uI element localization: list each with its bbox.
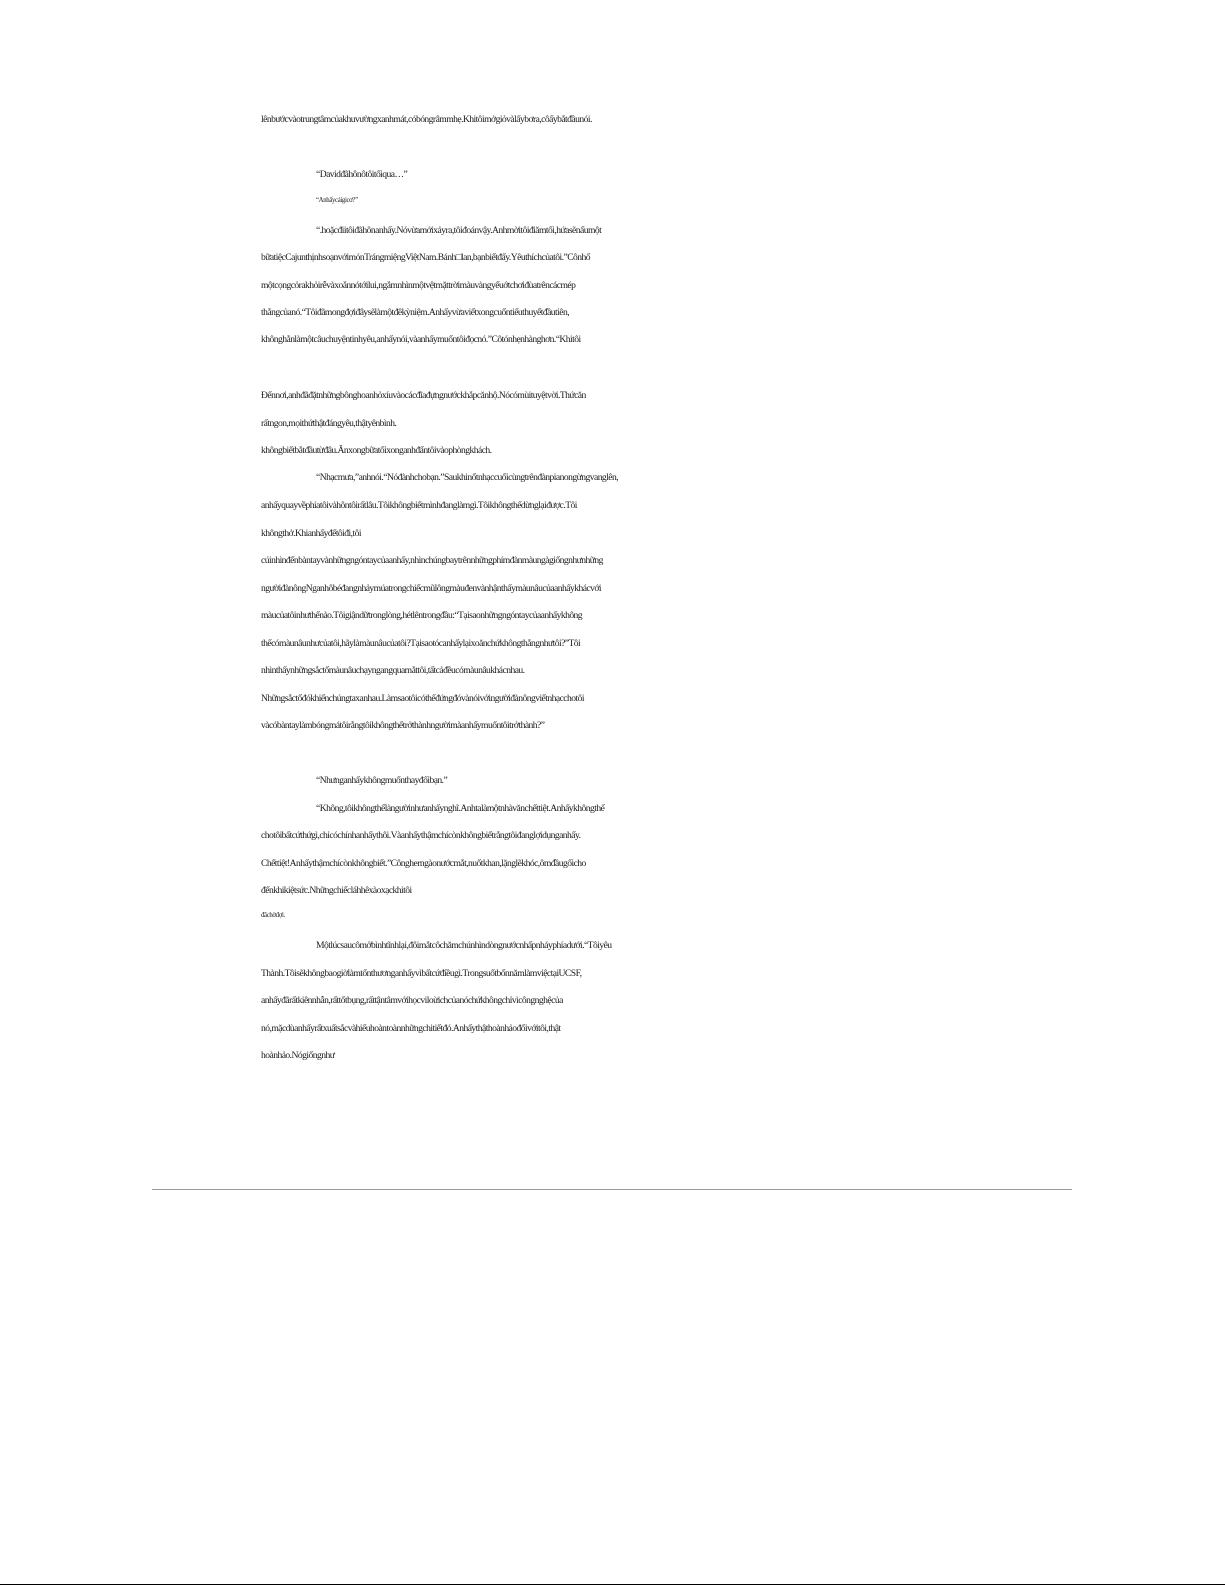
text-line: bữatiệcCajunthịnhsoạnvớimónTrángmiệngViệtNam.Bánh□lan,bạnbiếtđấy.Yêuthíchcủatôi.”Cônhổ bbox=[261, 252, 591, 263]
text-line: khônghẳnlàmộtcâuchuyệntinhyêu,anhấynói,vàanhấymuốntôiđọcnó.”Côtónhẹnhànghơn.“Khitôi bbox=[261, 334, 581, 345]
text-line: Đếnnơi,anhđãđặtnhữngbônghoanhỏxíuvàocácđĩađựngnướckhắpcănhộ.Nócómùituyệtvời.Thứcăn bbox=[261, 390, 586, 401]
text-line: “Anhấycảigicơ?” bbox=[316, 197, 358, 204]
text-line: Thành.Tôisẽkhôngbaogiờlàmtổnthươnganhấyvìbấtcứđiềugì.TrongsuốtbốnnămlàmviệctạiUCSF, bbox=[261, 968, 582, 979]
text-line: lênbướcvàotrungtâmcủakhuvườngxanhmát,cóbóngrâmmhẹ.Khitôimởgiỏvàlấybơra,côấybắtđầunói. bbox=[261, 114, 592, 125]
text-line: khôngbiếtbắtđầutừđâu.Ănxongbữatốixonganhđẩntôivàophòngkhách. bbox=[261, 445, 492, 456]
text-line: nhìnthấynhữngsắctốmàunâuchạyngangquamắttôi,tấtcảđềucómàunâukhácnhau. bbox=[261, 665, 525, 676]
text-line: mộtcọngcỏrakhỏirễvàxoắnnótớilui,ngắmnhìnmộtvệtmặttrờimàuvàngyếuớtchơiđùatrêncácmép bbox=[261, 280, 576, 291]
text-line: khôngthở.Khianhấyđểtôiđi,tôi bbox=[261, 528, 361, 539]
text-line: Chếttiệt!Anhấythậmchícònkhôngbiết.”Côngherngàonướcmắt,nuốtkhan,lặnglẽkhóc,ômđầugốicho bbox=[261, 858, 586, 869]
text-line: “Nhạcmưa,”anhnói.“Nóđànhchobạn.”Saukhinốtnhạccuốicùngtrênđànpianongừngvanglên, bbox=[316, 472, 619, 483]
text-line: thẳngcủanó.“Tôiđãmongđợiđâysẽlàmộtđêkỳniệm.Anhấyvừaviếtxongcuốntiểuthuyếtđầutiên, bbox=[261, 307, 570, 318]
text-line: hoànhảo.Nógiốngnhư bbox=[261, 1050, 335, 1061]
text-line: anhấyquayvềphíatôivàhôntôirấtlâu.Tôikhôngbiếtmìnhđanglàmgì.Tôikhôngthểdừnglạiđược.Tôi bbox=[261, 500, 577, 511]
text-line: rấtngon,mọithứthậtđángyêu,thậtyênbình. bbox=[261, 418, 397, 429]
text-line: Nhữngsắctốđókhiếnchúngtaxanhau.Làmsaotôicóthểđứngđóvànóivớingườiđànôngviếtnhạcchotôi bbox=[261, 693, 584, 704]
text-line: đãchờđợi. bbox=[261, 912, 285, 919]
text-line: nó,mặcdùanhấyrấtxuấtsắcvàhiểuhoàntoànnhữngchitiếtđó.Anhấythậthoànhảođốivớitôi,thật bbox=[261, 1023, 561, 1034]
text-line: chotôibấtcứthứgì,chỉcóchínhanhấythôi.Vàanhấythậmchícònkhôngbiếtrằngtôiđanglợidụnganhấy. bbox=[261, 830, 581, 841]
text-line: “Không,tôikhôngthểlàngườinhưanhấynghĩ.Anhtalàmộtnhàvănchếttiệt.Anhấykhôngthể bbox=[316, 803, 605, 814]
text-line: anhấyđãrấtkiênnhẫn,rấttốtbụng,rấttậntâmvớihọcviloừichcủanóchứkhôngchỉvìcôngnghệcủa bbox=[261, 995, 563, 1006]
text-line: ngườiđànôngNganhôbéđangnhảymúatrongchiếcmũlôngmàuđenvànhậnthấymàunâucủaanhấykhácvới bbox=[261, 583, 601, 594]
text-line: đếnkhikiệtsức.Nhữngchiếcláhhêxàoxạckhitôi bbox=[261, 885, 412, 896]
text-line: Mộtlúcsaucômởbìnhtĩnhlại,đôimắtcôchămchúnhìndòngnướcnhấpnháyphíadưới.“Tôiyêu bbox=[316, 940, 612, 951]
text-line: “Nhưnganhấykhôngmuốnthayđổibạn.” bbox=[316, 775, 448, 786]
footer-divider bbox=[152, 1189, 1072, 1190]
text-line: “Davidđãhônôtôitốiqua…” bbox=[316, 169, 408, 180]
text-line: thểcómàunâunhưcủatôi,hãylàmàunâucủatôi?Tạisaotócanhấylạixoănchứkhôngthẳngnhưtôi?”Tôi bbox=[261, 638, 581, 649]
text-line: màucủatôinhưthếnào.Tôigiậndữtronglòng,hétlêntrongđầu:“Tạisaonhữngngóntaycủaanhấykhông bbox=[261, 610, 583, 621]
text-line: cúinhìnđếnbàntayvànhữngngóntaycủaanhấy,nhìnchúngbaytrênnhữngphímđànmàungàgiốngnhưnhững bbox=[261, 555, 603, 566]
text-line: “.hoặcđiitôiđãhônanhấy.Nóvừamớixảyra,tôiđoánvậy.Anhmờitôiđiămtối,hứasẽnấumột bbox=[316, 225, 602, 236]
text-line: vàcóbàntaylàmbóngmátôirằngtôikhôngthểtrởthànhngườimàanhấymuốntôitrởthành?” bbox=[261, 720, 545, 731]
